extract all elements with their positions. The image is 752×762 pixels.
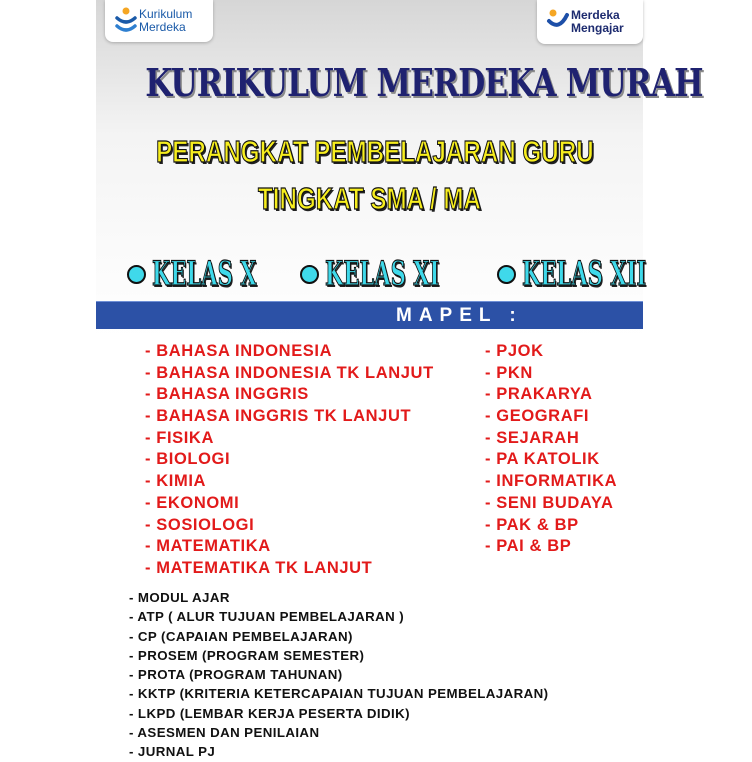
documents-list	[129, 588, 548, 762]
logo-right-line1: Merdeka	[571, 8, 620, 22]
list-item: - BIOLOGI	[145, 450, 231, 469]
logo-left-line2: Merdeka	[139, 20, 186, 34]
list-item: - PKN	[485, 363, 533, 382]
list-item: - PAK & BP	[485, 515, 579, 534]
list-item: - GEOGRAFI	[485, 407, 590, 426]
mapel-heading: MAPEL :	[396, 305, 523, 326]
list-item: - BAHASA INDONESIA TK LANJUT	[145, 363, 434, 382]
list-item: - MATEMATIKA TK LANJUT	[145, 558, 373, 577]
list-item: - SENI BUDAYA	[485, 493, 614, 512]
class-label: KELAS X	[152, 254, 257, 294]
list-item: - PA KATOLIK	[485, 450, 600, 469]
list-item: - PJOK	[485, 342, 544, 360]
subtitle-line1: PERANGKAT PEMBELAJARAN GURU	[156, 134, 594, 169]
mapel-banner	[96, 301, 643, 329]
merdeka-mengajar-logo	[537, 0, 643, 44]
list-item: - ASESMEN DAN PENILAIAN	[129, 725, 320, 741]
list-item: - FISIKA	[145, 428, 214, 447]
class-item-xii	[497, 254, 722, 294]
list-item: - PROTA (PROGRAM TAHUNAN)	[129, 667, 343, 683]
bullet-icon	[497, 265, 516, 284]
list-item: - JURNAL PJ	[129, 744, 216, 760]
kurikulum-merdeka-logo-text	[139, 8, 192, 34]
list-item: - PRAKARYA	[485, 385, 593, 404]
list-item: - BAHASA INGGRIS TK LANJUT	[145, 407, 412, 426]
bullet-icon	[300, 265, 319, 284]
list-item: - MODUL AJAR	[129, 590, 230, 605]
class-label: KELAS XII	[522, 254, 647, 294]
list-item: - EKONOMI	[145, 493, 240, 512]
subjects-left-list	[145, 341, 434, 580]
kurikulum-merdeka-logo-icon	[113, 6, 139, 36]
class-item-xi	[300, 254, 509, 294]
main-title: KURIKULUM MERDEKA MURAH	[145, 60, 703, 105]
list-item: - LKPD (LEMBAR KERJA PESERTA DIDIK)	[129, 705, 410, 721]
list-item: - KIMIA	[145, 472, 207, 491]
list-item: - SOSIOLOGI	[145, 515, 255, 534]
class-item-x	[127, 254, 321, 294]
list-item: - MATEMATIKA	[145, 537, 271, 556]
list-item: - PAI & BP	[485, 537, 572, 556]
subtitle-line2: TINGKAT SMA / MA	[258, 181, 481, 216]
list-item: - BAHASA INDONESIA	[145, 342, 333, 360]
list-item: - INFORMATIKA	[485, 472, 618, 491]
list-item: - ATP ( ALUR TUJUAN PEMBELAJARAN )	[129, 609, 405, 625]
bullet-icon	[127, 265, 146, 284]
list-item: - BAHASA INGGRIS	[145, 385, 309, 404]
kurikulum-merdeka-logo	[105, 0, 213, 42]
merdeka-mengajar-logo-text	[571, 9, 624, 35]
subjects-right-list	[485, 341, 617, 558]
list-item: - CP (CAPAIAN PEMBELAJARAN)	[129, 628, 353, 644]
logo-left-line1: Kurikulum	[139, 7, 193, 21]
list-item: - SEJARAH	[485, 428, 580, 447]
list-item: - PROSEM (PROGRAM SEMESTER)	[129, 647, 365, 663]
list-item: - KKTP (KRITERIA KETERCAPAIAN TUJUAN PEMBELAJARAN)	[129, 686, 549, 702]
merdeka-mengajar-logo-icon	[545, 7, 571, 37]
logo-right-line2: Mengajar	[571, 21, 624, 35]
class-label: KELAS XI	[325, 254, 440, 294]
